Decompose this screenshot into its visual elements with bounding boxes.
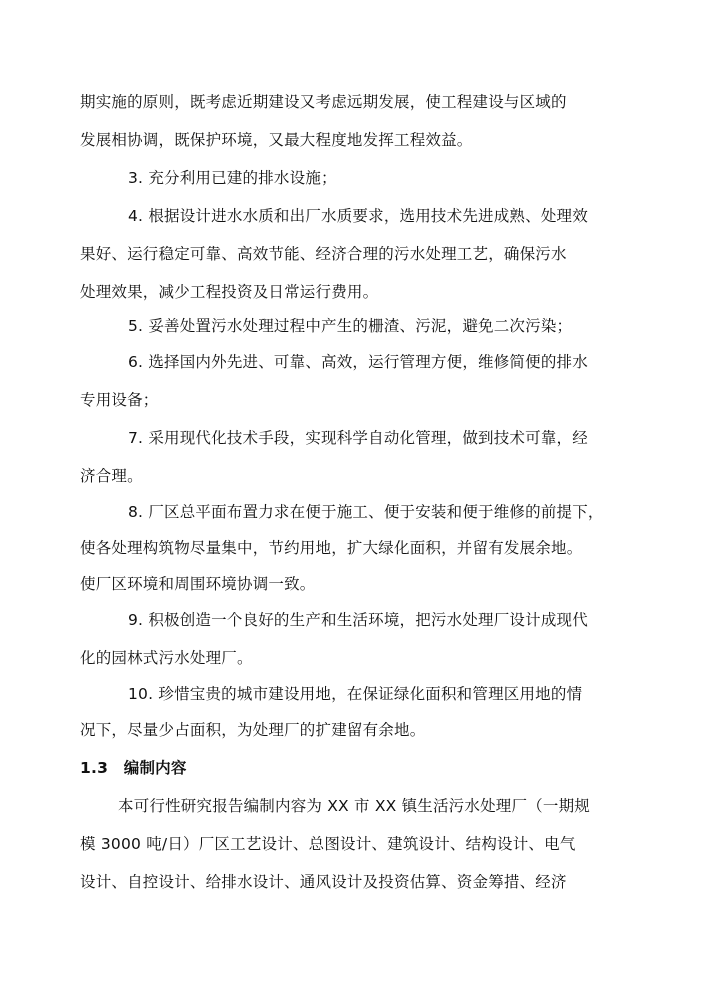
paragraph-line: 本可行性研究报告编制内容为 XX 市 XX 镇生活污水处理厂（一期规 <box>118 797 590 815</box>
paragraph-line: 专用设备； <box>80 391 159 409</box>
list-item-8: 8. 厂区总平面布置力求在便于施工、便于安装和便于维修的前提下， <box>128 503 604 521</box>
paragraph-line: 果好、运行稳定可靠、高效节能、经济合理的污水处理工艺，确保污水 <box>80 245 567 263</box>
list-item-10: 10. 珍惜宝贵的城市建设用地，在保证绿化面积和管理区用地的情 <box>128 685 583 703</box>
list-item-4: 4. 根据设计进水水质和出厂水质要求，选用技术先进成熟、处理效 <box>128 207 588 225</box>
list-item-3: 3. 充分利用已建的排水设施； <box>128 169 337 187</box>
paragraph-line: 模 3000 吨/日）厂区工艺设计、总图设计、建筑设计、结构设计、电气 <box>80 835 576 853</box>
list-item-5: 5. 妥善处置污水处理过程中产生的栅渣、污泥，避免二次污染； <box>128 317 573 335</box>
paragraph-line: 济合理。 <box>80 467 143 485</box>
paragraph-line: 化的园林式污水处理厂。 <box>80 649 253 667</box>
paragraph-line: 况下，尽量少占面积，为处理厂的扩建留有余地。 <box>80 721 426 739</box>
paragraph-line: 使各处理构筑物尽量集中，节约用地，扩大绿化面积，并留有发展余地。 <box>80 539 583 557</box>
paragraph-line: 处理效果，减少工程投资及日常运行费用。 <box>80 283 379 301</box>
paragraph-line: 期实施的原则，既考虑近期建设又考虑远期发展，使工程建设与区域的 <box>80 93 567 111</box>
list-item-9: 9. 积极创造一个良好的生产和生活环境，把污水处理厂设计成现代 <box>128 611 588 629</box>
paragraph-line: 设计、自控设计、给排水设计、通风设计及投资估算、资金筹措、经济 <box>80 873 567 891</box>
paragraph-line: 使厂区环境和周围环境协调一致。 <box>80 575 316 593</box>
paragraph-line: 发展相协调，既保护环境，又最大程度地发挥工程效益。 <box>80 131 473 149</box>
list-item-6: 6. 选择国内外先进、可靠、高效，运行管理方便，维修简便的排水 <box>128 353 588 371</box>
list-item-7: 7. 采用现代化技术手段，实现科学自动化管理，做到技术可靠，经 <box>128 429 588 447</box>
section-heading: 1.3 编制内容 <box>80 759 187 777</box>
